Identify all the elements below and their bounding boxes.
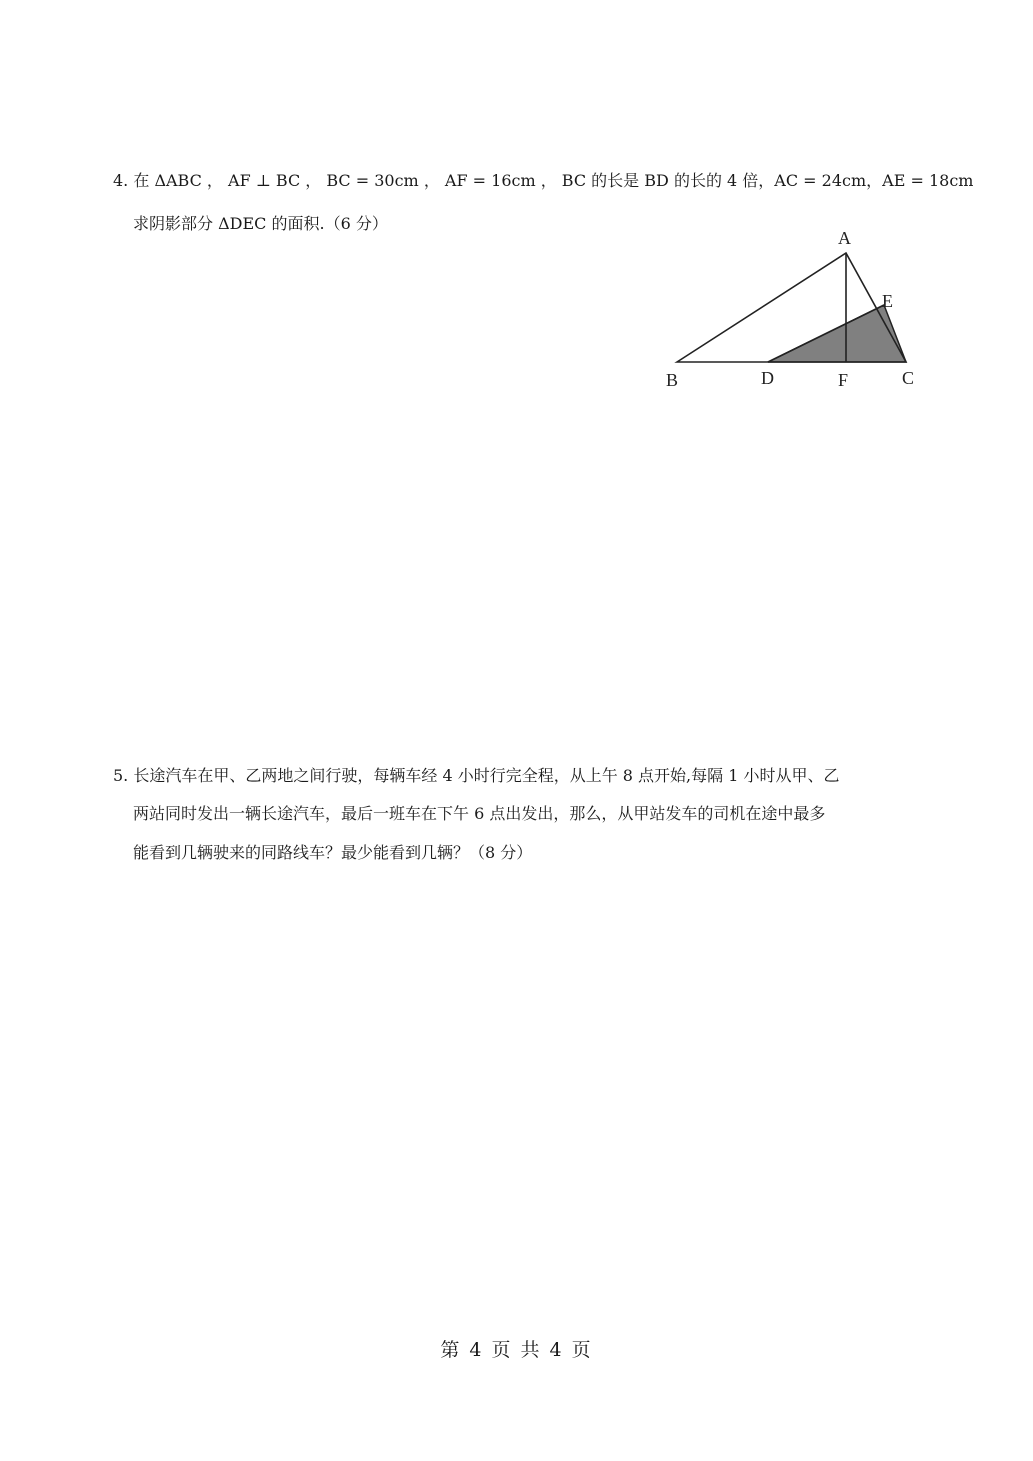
triangle-figure bbox=[660, 225, 930, 395]
label-c: C bbox=[902, 368, 915, 388]
question-5-text-line-2: 两站同时发出一辆长途汽车，最后一班车在下午 6 点出发出，那么，从甲站发车的司机在途中最多 bbox=[133, 804, 826, 823]
label-b: B bbox=[666, 370, 679, 390]
label-e: E bbox=[882, 291, 893, 311]
page-footer: 第 4 页 共 4 页 bbox=[440, 1339, 593, 1361]
question-5-text-line-1: 5. 长途汽车在甲、乙两地之间行驶，每辆车经 4 小时行完全程，从上午 8 点开始,每隔 1 小时从甲、乙 bbox=[113, 766, 840, 785]
label-a: A bbox=[838, 228, 851, 248]
question-4-text-line-2: 求阴影部分 ΔDEC 的面积.（6 分） bbox=[133, 214, 388, 233]
question-5-text-line-3: 能看到几辆驶来的同路线车？最少能看到几辆？（8 分） bbox=[133, 843, 533, 862]
label-f: F bbox=[838, 370, 849, 390]
label-d: D bbox=[761, 368, 774, 388]
question-4-text-line-1: 4. 在 ΔABC ， AF ⊥ BC ， BC = 30cm ， AF = 16cm ， BC 的长是 BD 的长的 4 倍，AC = 24cm，AE = 18cm bbox=[113, 171, 974, 190]
shaded-triangle-dec bbox=[768, 305, 906, 362]
